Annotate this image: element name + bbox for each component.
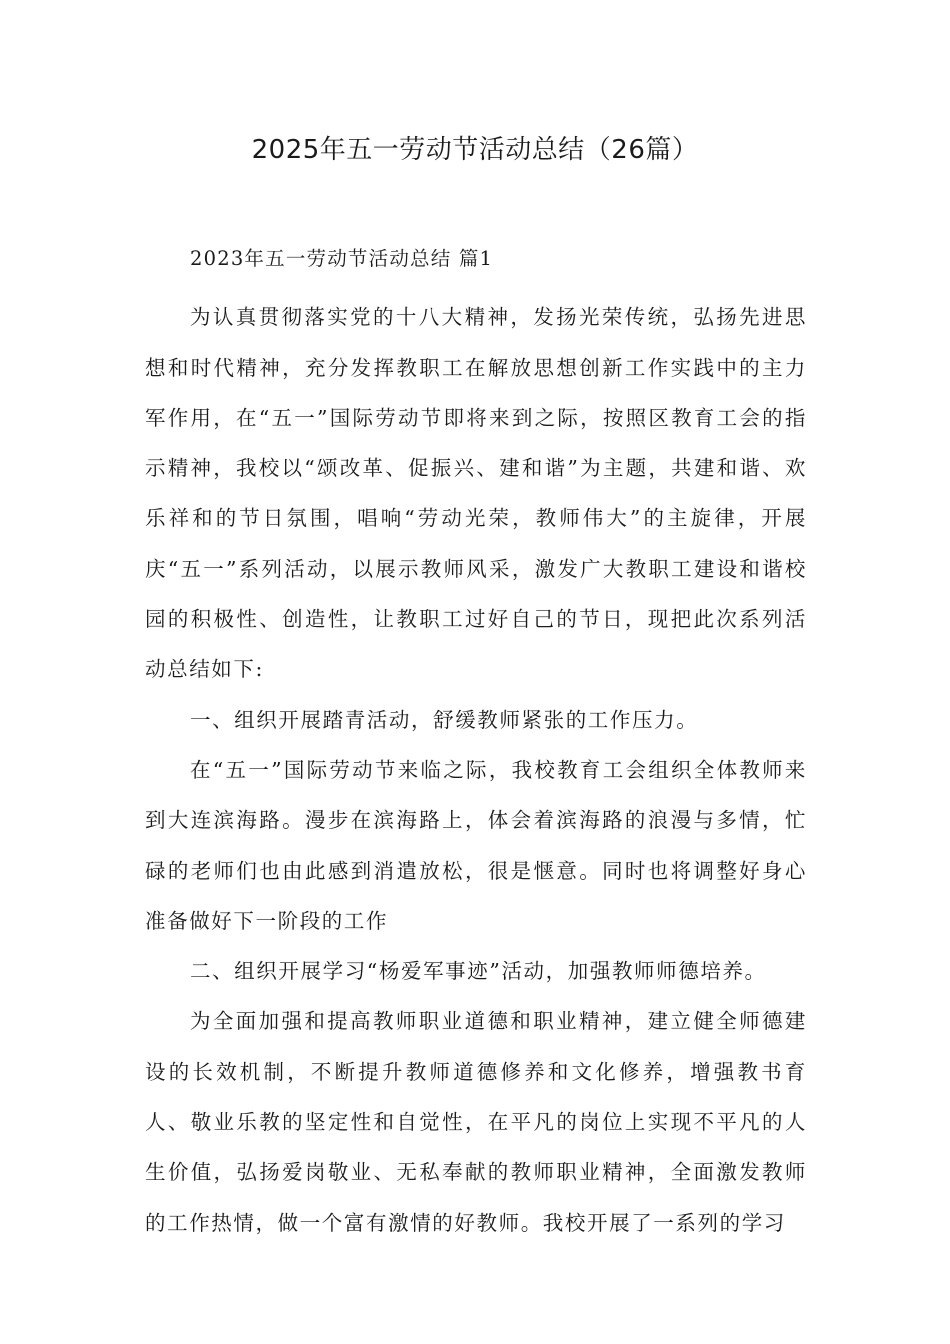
paragraph-intro: 为认真贯彻落实党的十八大精神，发扬光荣传统，弘扬先进思想和时代精神，充分发挥教职工在解放思想创新工作实践中的主力军作用，在“五一”国际劳动节即将来到之际，按照区教育工会的指示精神，我校以“颂改革、促振兴、建和谐”为主题，共建和谐、欢乐祥和的节日氛围，唱响“劳动光荣，教师伟大”的主旋律，开展庆“五一”系列活动，以展示教师风采，激发广大教职工建设和谐校园的积极性、创造性，让教职工过好自己的节日，现把此次系列活动总结如下: — [145, 305, 807, 682]
paragraph-outing: 在“五一”国际劳动节来临之际，我校教育工会组织全体教师来到大连滨海路。漫步在滨海路上，体会着滨海路的浪漫与多情，忙碌的老师们也由此感到消遣放松，很是惬意。同时也将调整好身心准备做好下一阶段的工作 — [145, 757, 807, 933]
paragraph-ethics: 为全面加强和提高教师职业道德和职业精神，建立健全师德建设的长效机制，不断提升教师道德修养和文化修养，增强教书育人、敬业乐教的坚定性和自觉性，在平凡的岗位上实现不平凡的人生价值，弘扬爱岗敬业、无私奉献的教师职业精神，全面激发教师的工作热情，做一个富有激情的好教师。我校开展了一系列的学习 — [145, 1009, 807, 1235]
paragraph-heading-two: 二、组织开展学习“杨爱军事迹”活动，加强教师师德培养。 — [190, 959, 767, 984]
document-body — [145, 234, 807, 1248]
paragraph-heading-one: 一、组织开展踏青活动，舒缓教师紧张的工作压力。 — [190, 707, 699, 732]
section-heading: 2023年五一劳动节活动总结 篇1 — [190, 247, 494, 270]
document-title: 2025年五一劳动节活动总结（26篇） — [251, 135, 699, 165]
